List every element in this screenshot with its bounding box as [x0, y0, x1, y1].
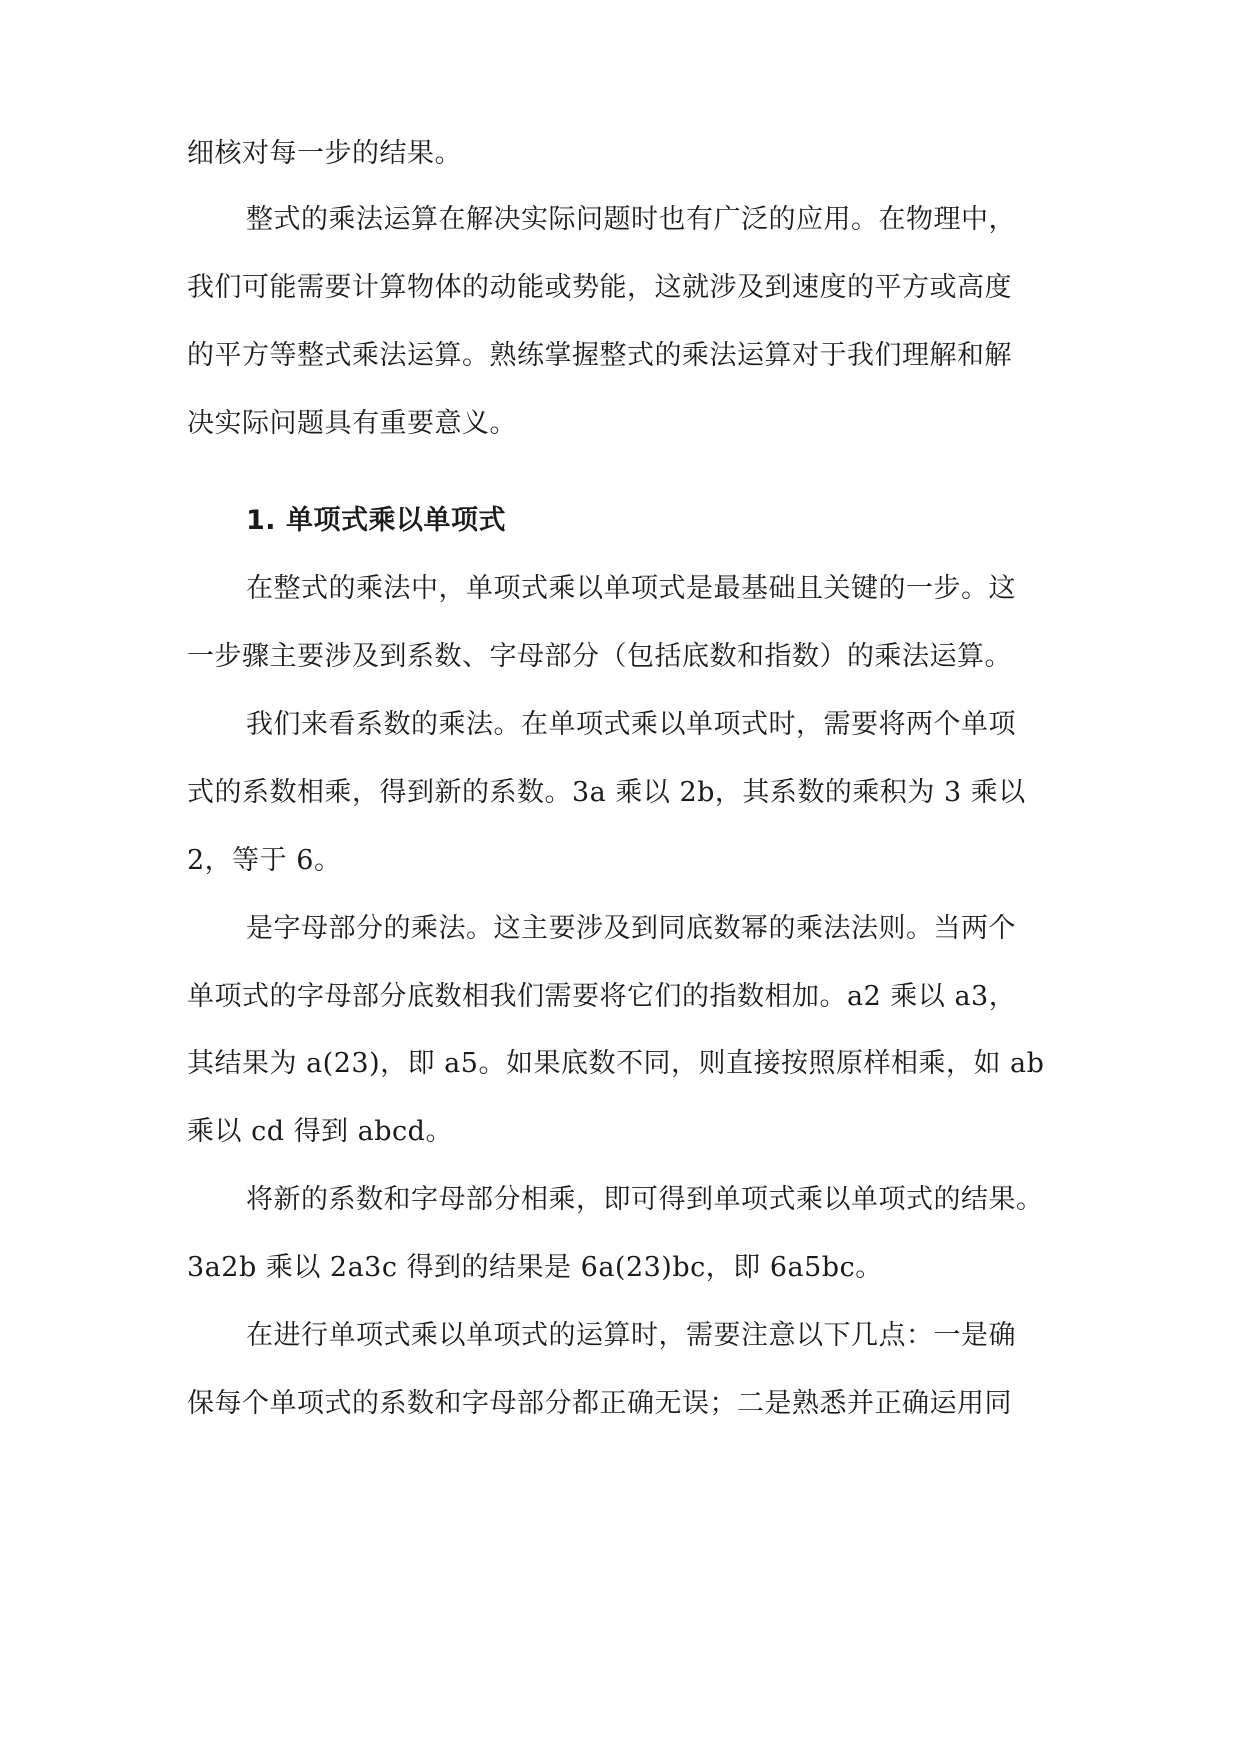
text-line: 乘以 cd 得到 abcd。 — [187, 1116, 453, 1147]
text-line: 决实际问题具有重要意义。 — [187, 408, 517, 439]
text-line: 3a2b 乘以 2a3c 得到的结果是 6a(23)bc，即 6a5bc。 — [187, 1252, 883, 1283]
paragraph-start-line: 整式的乘法运算在解决实际问题时也有广泛的应用。在物理中， — [246, 204, 1016, 235]
text-line: 一步骤主要涉及到系数、字母部分（包括底数和指数）的乘法运算。 — [187, 641, 1012, 672]
text-line: 2，等于 6。 — [187, 845, 342, 876]
paragraph-start-line: 在整式的乘法中，单项式乘以单项式是最基础且关键的一步。这 — [246, 573, 1016, 604]
text-line: 的平方等整式乘法运算。熟练掌握整式的乘法运算对于我们理解和解 — [187, 340, 1012, 371]
text-line: 其结果为 a(23)，即 a5。如果底数不同，则直接按照原样相乘，如 ab — [187, 1048, 1045, 1079]
text-line: 单项式的字母部分底数相我们需要将它们的指数相加。a2 乘以 a3， — [187, 981, 1017, 1012]
paragraph-start-line: 是字母部分的乘法。这主要涉及到同底数幂的乘法法则。当两个 — [246, 913, 1016, 944]
text-line: 细核对每一步的结果。 — [187, 138, 462, 169]
text-line: 式的系数相乘，得到新的系数。3a 乘以 2b，其系数的乘积为 3 乘以 — [187, 777, 1026, 808]
paragraph-start-line: 在进行单项式乘以单项式的运算时，需要注意以下几点：一是确 — [246, 1320, 1016, 1351]
text-line: 我们可能需要计算物体的动能或势能，这就涉及到速度的平方或高度 — [187, 272, 1012, 303]
section-heading: 1. 单项式乘以单项式 — [246, 505, 506, 536]
paragraph-start-line: 我们来看系数的乘法。在单项式乘以单项式时，需要将两个单项 — [246, 709, 1016, 740]
paragraph-start-line: 将新的系数和字母部分相乘，即可得到单项式乘以单项式的结果。 — [246, 1184, 1044, 1215]
text-line: 保每个单项式的系数和字母部分都正确无误；二是熟悉并正确运用同 — [187, 1388, 1012, 1419]
